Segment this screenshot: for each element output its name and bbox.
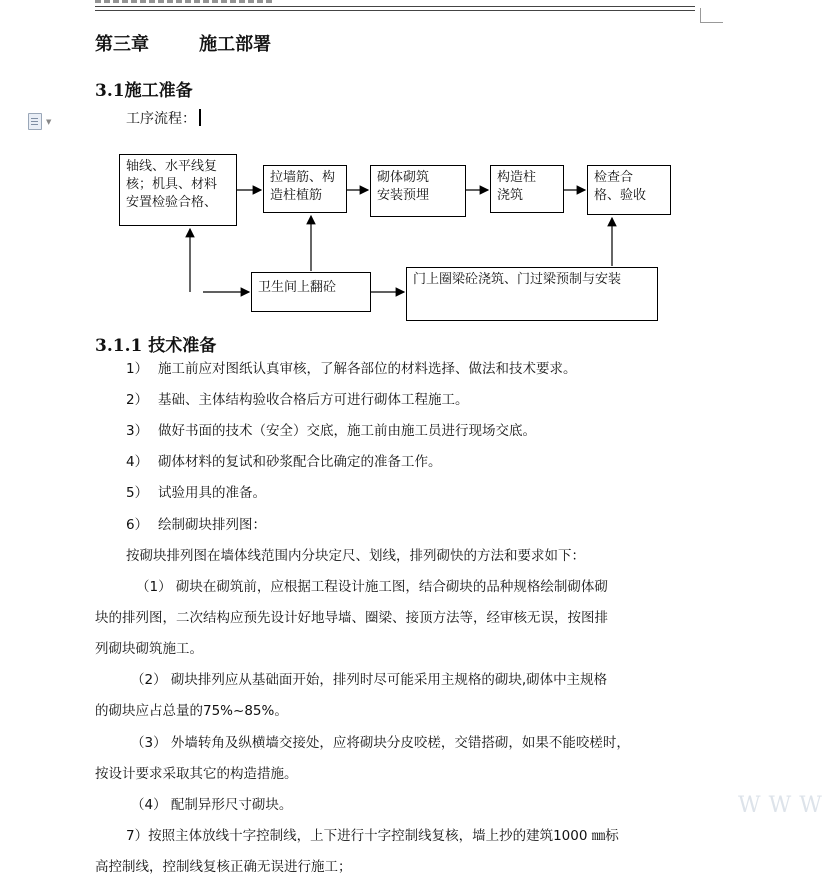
sub-item-3-line2: 按设计要求采取其它的构造措施。	[95, 766, 298, 782]
chevron-down-icon[interactable]: ▼	[46, 118, 52, 126]
sub-item-4-line1: （4） 配制异形尺寸砌块。	[131, 797, 293, 813]
flow-box-toilet-curb: 卫生间上翻砼	[251, 272, 371, 312]
list-item	[126, 357, 577, 377]
flow-label-text: 工序流程：	[126, 111, 196, 127]
item-text: 绘制砌块排列图：	[158, 517, 266, 533]
list-item	[126, 388, 469, 408]
sub-item-3-line1: （3） 外墙转角及纵横墙交接处，应将砌块分皮咬槎，交错搭砌，如果不能咬槎时，	[131, 735, 630, 751]
subsection-title: 3.1.1 技术准备	[95, 336, 217, 356]
chapter-title: 第三章 施工部署	[95, 34, 272, 55]
list-item	[126, 481, 266, 501]
flow-box-lintel: 门上圈梁砼浇筑、门过梁预制与安装	[406, 267, 658, 321]
list-item	[126, 419, 536, 439]
item-7-line2: 高控制线，控制线复核正确无误进行施工；	[95, 859, 352, 875]
item-text: 施工前应对图纸认真审核，了解各部位的材料选择、做法和技术要求。	[158, 361, 577, 377]
item-text: 做好书面的技术（安全）交底，施工前由施工员进行现场交底。	[158, 423, 536, 439]
item-text: 砌体材料的复试和砂浆配合比确定的准备工作。	[158, 454, 442, 470]
sub-item-1-line3: 列砌块砌筑施工。	[95, 641, 203, 657]
list-item	[126, 513, 266, 533]
item-number: 2）	[126, 392, 149, 408]
item-number: 5）	[126, 485, 149, 501]
flow-box-masonry: 砌体砌筑 安装预埋	[370, 165, 466, 217]
list-item	[126, 450, 442, 470]
sub-item-2-line1: （2） 砌块排列应从基础面开始，排列时尽可能采用主规格的砌块,砌体中主规格	[131, 672, 608, 688]
item-text: 基础、主体结构验收合格后方可进行砌体工程施工。	[158, 392, 469, 408]
sub-item-1-line2: 块的排列图，二次结构应预先设计好地导墙、圈梁、接顶方法等，经审核无误，按图排	[95, 610, 608, 626]
item-number: 4）	[126, 454, 149, 470]
watermark: WWW	[738, 793, 830, 818]
flow-box-inspection: 检查合 格、验收	[587, 165, 671, 215]
item-number: 6）	[126, 517, 149, 533]
sub-item-1-line1: （1） 砌块在砌筑前，应根据工程设计施工图，结合砌块的品种规格绘制砌体砌	[136, 579, 608, 595]
section-title: 3.1施工准备	[95, 81, 193, 101]
item-number: 1）	[126, 361, 149, 377]
flow-box-column-pour: 构造柱 浇筑	[490, 165, 564, 213]
intro-paragraph: 按砌块排列图在墙体线范围内分块定尺、划线，排列砌快的方法和要求如下：	[126, 548, 585, 564]
flow-box-axis-check: 轴线、水平线复 核；机具、材料 安置检验合格、	[119, 154, 237, 226]
item-text: 试验用具的准备。	[158, 485, 266, 501]
flow-box-wall-rebar: 拉墙筋、构 造柱植筋	[263, 165, 347, 213]
item-number: 3）	[126, 423, 149, 439]
item-7-line1: 7）按照主体放线十字控制线，上下进行十字控制线复核，墙上抄的建筑1000 ㎜标	[126, 828, 619, 844]
sub-item-2-line2: 的砌块应占总量的75%~85%。	[95, 703, 288, 719]
